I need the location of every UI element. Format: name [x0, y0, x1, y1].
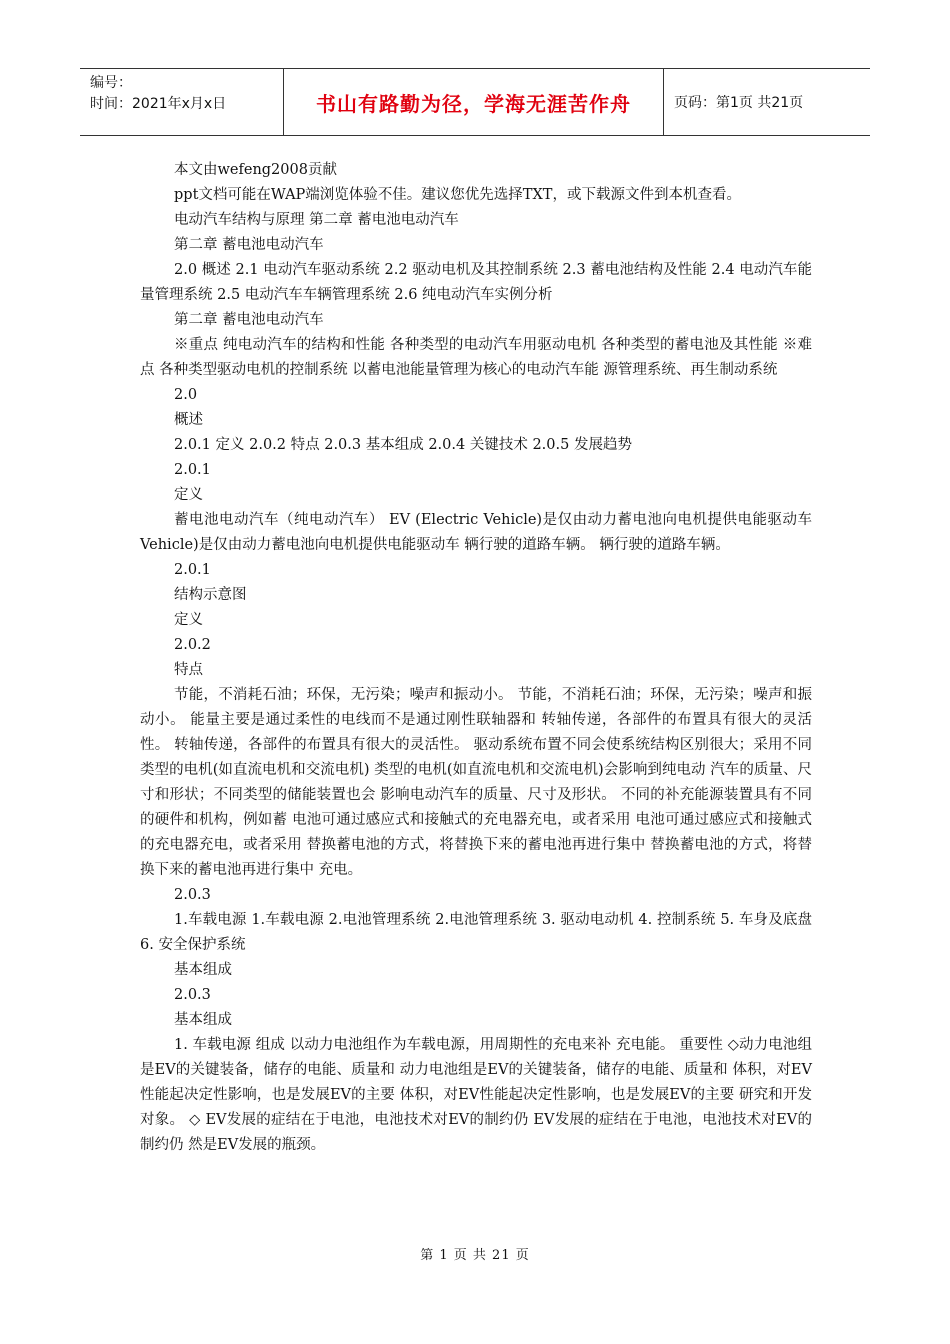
- paragraph: 定义: [174, 612, 203, 628]
- header-page-info: 页码：第1页 共21页: [674, 95, 804, 111]
- paragraph: 1. 车载电源 组成 以动力电池组作为车载电源，用周期性的充电来补 充电能。 重要性 ◇动力电池组是EV的关键装备，储存的电能、质量和 动力电池组是EV的关键装备，储存的电能、质量和 体积，对EV性能起决定性影响，也是发展EV的主要 体积，对EV性能起决定性影响，也是发展EV的主要 研究和开发对象。 ◇ EV发展的症结在于电池，电池技术对EV的制约仍 EV发展的症结在于电池，电池技术对EV的制约仍 然是EV发展的瓶颈。: [140, 1037, 812, 1153]
- paragraph: 2.0.2: [174, 637, 211, 653]
- paragraph: 2.0.1: [174, 462, 211, 478]
- paragraph: 2.0.3: [174, 987, 211, 1003]
- page-header: [80, 68, 870, 136]
- paragraph: 2.0: [174, 387, 198, 403]
- paragraph: 2.0.1: [174, 562, 211, 578]
- paragraph: 结构示意图: [174, 587, 247, 603]
- paragraph: 基本组成: [174, 1012, 232, 1028]
- paragraph: 本文由wefeng2008贡献: [174, 162, 337, 178]
- paragraph: 1.车载电源 1.车载电源 2.电池管理系统 2.电池管理系统 3. 驱动电动机 4. 控制系统 5. 车身及底盘 6. 安全保护系统: [140, 912, 812, 953]
- paragraph: 电动汽车结构与原理 第二章 蓄电池电动汽车: [174, 212, 459, 228]
- page-footer: 第 1 页 共 21 页: [420, 1248, 530, 1263]
- paragraph: 2.0.3: [174, 887, 211, 903]
- document-date: 时间：2021年x月x日: [90, 96, 227, 112]
- header-meta: [80, 69, 284, 135]
- paragraph: 蓄电池电动汽车（纯电动汽车） EV (Electric Vehicle)是仅由动力蓄电池向电机提供电能驱动车 Vehicle)是仅由动力蓄电池向电机提供电能驱动车 辆行驶的道路车辆。 辆行驶的道路车辆。: [140, 512, 812, 553]
- header-motto: 书山有路勤为径，学海无涯苦作舟: [284, 69, 664, 135]
- document-number-label: 编号：: [90, 75, 132, 91]
- document-body: [140, 158, 812, 1158]
- paragraph: 概述: [174, 412, 203, 428]
- paragraph: 2.0 概述 2.1 电动汽车驱动系统 2.2 驱动电机及其控制系统 2.3 蓄电池结构及性能 2.4 电动汽车能量管理系统 2.5 电动汽车车辆管理系统 2.6 纯电动汽车实例分析: [140, 262, 812, 303]
- paragraph: 第二章 蓄电池电动汽车: [174, 312, 324, 328]
- paragraph: 2.0.1 定义 2.0.2 特点 2.0.3 基本组成 2.0.4 关键技术 2.0.5 发展趋势: [174, 437, 632, 453]
- paragraph: ※重点 纯电动汽车的结构和性能 各种类型的电动汽车用驱动电机 各种类型的蓄电池及其性能 ※难点 各种类型驱动电机的控制系统 以蓄电池能量管理为核心的电动汽车能 源管理系统、再生制动系统: [140, 337, 812, 378]
- paragraph: 特点: [174, 662, 203, 678]
- paragraph: 第二章 蓄电池电动汽车: [174, 237, 324, 253]
- paragraph: 定义: [174, 487, 203, 503]
- paragraph: ppt文档可能在WAP端浏览体验不佳。建议您优先选择TXT，或下载源文件到本机查看。: [174, 187, 741, 203]
- paragraph: 节能，不消耗石油；环保，无污染；噪声和振动小。 节能，不消耗石油；环保，无污染；噪声和振动小。 能量主要是通过柔性的电线而不是通过刚性联轴器和 转轴传递，各部件的布置具有很大的灵活性。 转轴传递，各部件的布置具有很大的灵活性。 驱动系统布置不同会使系统结构区别很大；采用不同 类型的电机(如直流电机和交流电机) 类型的电机(如直流电机和交流电机)会影响到纯电动 汽车的质量、尺寸和形状；不同类型的储能装置也会 影响电动汽车的质量、尺寸及形状。 不同的补充能源装置具有不同的硬件和机构，例如蓄 电池可通过感应式和接触式的充电器充电，或者采用 电池可通过感应式和接触式的充电器充电，或者采用 替换蓄电池的方式，将替换下来的蓄电池再进行集中 替换蓄电池的方式，将替换下来的蓄电池再进行集中 充电。: [140, 687, 812, 878]
- paragraph: 基本组成: [174, 962, 232, 978]
